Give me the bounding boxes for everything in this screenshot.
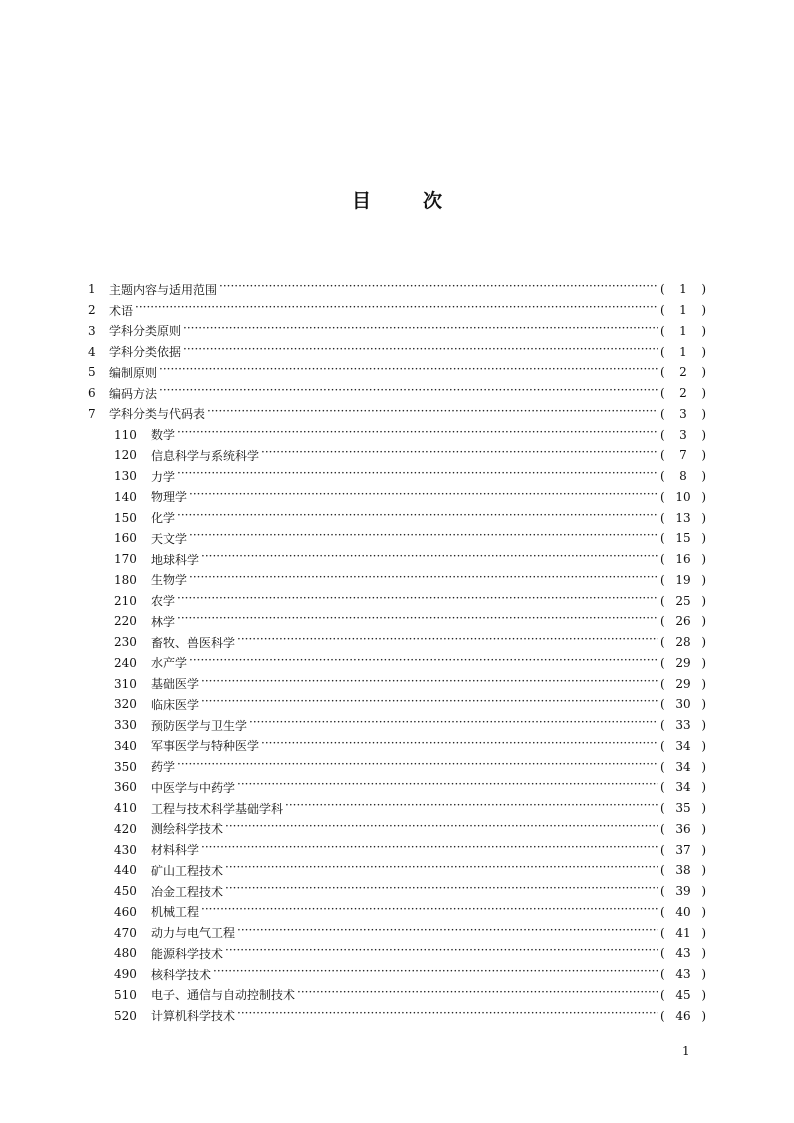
toc-entry[interactable] — [88, 362, 706, 383]
toc-entry-page — [660, 469, 706, 483]
paren-open: ( — [660, 282, 665, 297]
paren-open: ( — [660, 676, 665, 691]
page-number: 43 — [675, 967, 691, 982]
dot-leader — [297, 988, 658, 1002]
toc-entry-number: 520 — [114, 1008, 137, 1023]
page-number: 29 — [675, 676, 691, 691]
toc-entry-label: 测绘科学技术 — [151, 822, 224, 837]
toc-entry[interactable] — [88, 632, 706, 653]
paren-open: ( — [660, 697, 665, 712]
page-number: 34 — [675, 759, 691, 774]
toc-entry-label: 学科分类依据 — [109, 345, 182, 360]
paren-open: ( — [660, 552, 665, 567]
dot-leader — [201, 677, 658, 691]
paren-close: ) — [701, 323, 706, 338]
title-right-char: 次 — [423, 190, 443, 212]
toc-entry-number: 180 — [114, 572, 137, 587]
paren-close: ) — [701, 365, 706, 380]
toc-entry-page — [660, 967, 706, 981]
toc-entry[interactable] — [88, 964, 706, 985]
toc-entry[interactable] — [88, 943, 706, 964]
paren-open: ( — [660, 987, 665, 1002]
toc-entry-label: 地球科学 — [151, 552, 200, 567]
dot-leader — [183, 324, 658, 338]
dot-leader — [177, 469, 658, 483]
toc-entry[interactable] — [88, 570, 706, 591]
dot-leader — [177, 511, 658, 525]
dot-leader — [159, 386, 658, 400]
page-folio: 1 — [682, 1044, 690, 1058]
toc-entry-number: 510 — [114, 987, 137, 1002]
toc-entry-label: 能源科学技术 — [151, 946, 224, 961]
toc-entry-page — [660, 780, 706, 794]
toc-entry-label: 农学 — [151, 594, 176, 609]
toc-entry[interactable] — [88, 445, 706, 466]
toc-entry-label: 核科学技术 — [151, 967, 212, 982]
paren-open: ( — [660, 406, 665, 421]
toc-entry[interactable] — [88, 487, 706, 508]
toc-entry-number: 350 — [114, 759, 137, 774]
toc-entry-label: 药学 — [151, 760, 176, 775]
toc-entry[interactable] — [88, 881, 706, 902]
toc-entry[interactable] — [88, 590, 706, 611]
page-number: 1 — [679, 303, 687, 318]
toc-entry-label: 基础医学 — [151, 677, 200, 692]
toc-entry[interactable] — [88, 528, 706, 549]
paren-close: ) — [701, 780, 706, 795]
toc-entry-number: 220 — [114, 614, 137, 629]
title-left-char: 目 — [351, 190, 371, 212]
dot-leader — [237, 1009, 658, 1023]
dot-leader — [189, 490, 658, 504]
page-number: 15 — [675, 531, 691, 546]
toc-entry-number: 1 — [88, 282, 96, 297]
toc-entry-page — [660, 905, 706, 919]
page-number: 13 — [675, 510, 691, 525]
toc-entry-number: 490 — [114, 967, 137, 982]
toc-entry-number: 360 — [114, 780, 137, 795]
page-number: 34 — [675, 738, 691, 753]
dot-leader — [261, 448, 658, 462]
toc-entry-number: 120 — [114, 448, 137, 463]
dot-leader — [219, 282, 658, 296]
paren-open: ( — [660, 780, 665, 795]
page-number: 43 — [675, 946, 691, 961]
page-number: 1 — [679, 344, 687, 359]
toc-entry-page — [660, 656, 706, 670]
page-number: 3 — [679, 427, 687, 442]
dot-leader — [237, 635, 658, 649]
toc-entry[interactable] — [88, 715, 706, 736]
paren-open: ( — [660, 303, 665, 318]
toc-entry-number: 440 — [114, 863, 137, 878]
page-number: 16 — [675, 552, 691, 567]
toc-entry-label: 电子、通信与自动控制技术 — [151, 988, 296, 1003]
toc-entry-number: 330 — [114, 718, 137, 733]
toc-entry-page — [660, 635, 706, 649]
toc-entry-page — [660, 552, 706, 566]
paren-open: ( — [660, 801, 665, 816]
dot-leader — [177, 760, 658, 774]
toc-entry-label: 畜牧、兽医科学 — [151, 635, 236, 650]
paren-open: ( — [660, 718, 665, 733]
page-number: 30 — [675, 697, 691, 712]
toc-entry-page — [660, 407, 706, 421]
page-number: 41 — [675, 925, 691, 940]
page-number: 1 — [679, 323, 687, 338]
paren-close: ) — [701, 655, 706, 670]
toc-entry[interactable] — [88, 922, 706, 943]
paren-open: ( — [660, 531, 665, 546]
toc-entry-label: 术语 — [109, 303, 134, 318]
page-number: 37 — [675, 842, 691, 857]
toc-entry-label: 编制原则 — [109, 365, 158, 380]
toc-entry[interactable] — [88, 860, 706, 881]
paren-close: ) — [701, 904, 706, 919]
toc-entry-label: 水产学 — [151, 656, 188, 671]
toc-entry-number: 7 — [88, 406, 96, 421]
toc-entry[interactable] — [88, 383, 706, 404]
toc-entry-page — [660, 365, 706, 379]
toc-entry-number: 130 — [114, 469, 137, 484]
paren-close: ) — [701, 925, 706, 940]
dot-leader — [261, 739, 658, 753]
paren-open: ( — [660, 489, 665, 504]
paren-close: ) — [701, 531, 706, 546]
paren-open: ( — [660, 821, 665, 836]
toc-entry-number: 4 — [88, 344, 96, 359]
toc-entry-label: 学科分类与代码表 — [109, 407, 206, 422]
paren-close: ) — [701, 946, 706, 961]
toc-entry-page — [660, 926, 706, 940]
page-number: 8 — [679, 469, 687, 484]
dot-leader — [249, 718, 658, 732]
paren-close: ) — [701, 718, 706, 733]
paren-close: ) — [701, 759, 706, 774]
dot-leader — [177, 614, 658, 628]
toc-entry-number: 340 — [114, 738, 137, 753]
page-number: 45 — [675, 987, 691, 1002]
toc-entry-number: 170 — [114, 552, 137, 567]
toc-entry-label: 军事医学与特种医学 — [151, 739, 260, 754]
toc-entry[interactable] — [88, 798, 706, 819]
paren-open: ( — [660, 510, 665, 525]
toc-entry-page — [660, 677, 706, 691]
toc-entry-number: 150 — [114, 510, 137, 525]
toc-entry-label: 主题内容与适用范围 — [109, 282, 218, 297]
toc-entry-number: 310 — [114, 676, 137, 691]
toc-entry[interactable] — [88, 819, 706, 840]
toc-entry[interactable] — [88, 321, 706, 342]
toc-entry[interactable] — [88, 341, 706, 362]
paren-close: ) — [701, 593, 706, 608]
toc-entry-page — [660, 511, 706, 525]
toc-entry-page — [660, 448, 706, 462]
paren-close: ) — [701, 552, 706, 567]
toc-entry-page — [660, 843, 706, 857]
paren-close: ) — [701, 510, 706, 525]
toc-entry-label: 天文学 — [151, 531, 188, 546]
toc-entry-number: 480 — [114, 946, 137, 961]
table-of-contents — [88, 279, 706, 1026]
toc-entry-number: 140 — [114, 489, 137, 504]
toc-entry[interactable] — [88, 777, 706, 798]
toc-entry[interactable] — [88, 694, 706, 715]
toc-entry[interactable] — [88, 673, 706, 694]
dot-leader — [237, 926, 658, 940]
page-number: 1 — [679, 282, 687, 297]
paren-open: ( — [660, 469, 665, 484]
toc-entry[interactable] — [88, 736, 706, 757]
toc-entry-label: 数学 — [151, 428, 176, 443]
dot-leader — [213, 967, 658, 981]
dot-leader — [177, 428, 658, 442]
toc-entry-page — [660, 863, 706, 877]
toc-entry-page — [660, 697, 706, 711]
paren-open: ( — [660, 946, 665, 961]
paren-open: ( — [660, 427, 665, 442]
page-number: 36 — [675, 821, 691, 836]
toc-entry-label: 力学 — [151, 469, 176, 484]
page-number: 29 — [675, 655, 691, 670]
paren-close: ) — [701, 1008, 706, 1023]
page-number: 28 — [675, 635, 691, 650]
toc-entry[interactable] — [88, 466, 706, 487]
paren-open: ( — [660, 967, 665, 982]
paren-close: ) — [701, 697, 706, 712]
dot-leader — [225, 946, 658, 960]
toc-entry-number: 2 — [88, 303, 96, 318]
paren-open: ( — [660, 386, 665, 401]
paren-close: ) — [701, 863, 706, 878]
dot-leader — [225, 822, 658, 836]
paren-close: ) — [701, 738, 706, 753]
paren-open: ( — [660, 614, 665, 629]
toc-entry-page — [660, 345, 706, 359]
toc-entry[interactable] — [88, 424, 706, 445]
toc-entry-label: 信息科学与系统科学 — [151, 448, 260, 463]
toc-entry[interactable] — [88, 404, 706, 425]
paren-open: ( — [660, 842, 665, 857]
toc-entry[interactable] — [88, 756, 706, 777]
toc-entry-number: 430 — [114, 842, 137, 857]
page-number: 19 — [675, 572, 691, 587]
dot-leader — [201, 843, 658, 857]
toc-entry-number: 410 — [114, 801, 137, 816]
toc-entry[interactable] — [88, 902, 706, 923]
paren-open: ( — [660, 863, 665, 878]
paren-open: ( — [660, 635, 665, 650]
paren-close: ) — [701, 572, 706, 587]
toc-entry-page — [660, 946, 706, 960]
toc-entry-number: 210 — [114, 593, 137, 608]
toc-entry-page — [660, 822, 706, 836]
toc-entry-page — [660, 739, 706, 753]
paren-open: ( — [660, 738, 665, 753]
paren-close: ) — [701, 427, 706, 442]
page-number: 25 — [675, 593, 691, 608]
toc-entry-page — [660, 718, 706, 732]
page-title — [0, 186, 794, 213]
toc-entry-number: 420 — [114, 821, 137, 836]
dot-leader — [285, 801, 658, 815]
toc-entry-label: 中医学与中药学 — [151, 780, 236, 795]
paren-close: ) — [701, 469, 706, 484]
toc-entry-page — [660, 988, 706, 1002]
page-number: 10 — [675, 489, 691, 504]
toc-entry[interactable] — [88, 1005, 706, 1026]
toc-entry-label: 物理学 — [151, 490, 188, 505]
paren-open: ( — [660, 344, 665, 359]
toc-entry[interactable] — [88, 300, 706, 321]
paren-close: ) — [701, 386, 706, 401]
paren-close: ) — [701, 489, 706, 504]
toc-entry-page — [660, 303, 706, 317]
dot-leader — [159, 365, 658, 379]
paren-close: ) — [701, 282, 706, 297]
toc-entry-label: 矿山工程技术 — [151, 863, 224, 878]
page-number: 39 — [675, 884, 691, 899]
page-number: 40 — [675, 904, 691, 919]
paren-open: ( — [660, 572, 665, 587]
toc-entry-number: 460 — [114, 904, 137, 919]
toc-entry-page — [660, 1009, 706, 1023]
paren-close: ) — [701, 635, 706, 650]
page-number: 34 — [675, 780, 691, 795]
toc-entry-page — [660, 614, 706, 628]
toc-entry-label: 动力与电气工程 — [151, 926, 236, 941]
paren-close: ) — [701, 884, 706, 899]
toc-entry-number: 230 — [114, 635, 137, 650]
dot-leader — [201, 552, 658, 566]
toc-entry-page — [660, 282, 706, 296]
toc-entry-page — [660, 490, 706, 504]
paren-close: ) — [701, 987, 706, 1002]
toc-entry-label: 材料科学 — [151, 843, 200, 858]
paren-open: ( — [660, 655, 665, 670]
toc-entry-label: 学科分类原则 — [109, 324, 182, 339]
page-number: 2 — [679, 386, 687, 401]
paren-close: ) — [701, 801, 706, 816]
dot-leader — [189, 573, 658, 587]
dot-leader — [207, 407, 658, 421]
paren-open: ( — [660, 759, 665, 774]
toc-entry-label: 机械工程 — [151, 905, 200, 920]
toc-entry[interactable] — [88, 507, 706, 528]
toc-entry-page — [660, 428, 706, 442]
paren-open: ( — [660, 323, 665, 338]
toc-entry-page — [660, 884, 706, 898]
dot-leader — [189, 531, 658, 545]
paren-close: ) — [701, 303, 706, 318]
dot-leader — [135, 303, 658, 317]
paren-open: ( — [660, 1008, 665, 1023]
page-number: 38 — [675, 863, 691, 878]
paren-open: ( — [660, 925, 665, 940]
dot-leader — [177, 594, 658, 608]
toc-entry-number: 6 — [88, 386, 96, 401]
toc-entry-label: 冶金工程技术 — [151, 884, 224, 899]
page-number: 3 — [679, 406, 687, 421]
toc-entry-number: 110 — [114, 427, 137, 442]
toc-entry-label: 化学 — [151, 511, 176, 526]
toc-entry-page — [660, 573, 706, 587]
page-number: 35 — [675, 801, 691, 816]
dot-leader — [183, 345, 658, 359]
paren-open: ( — [660, 904, 665, 919]
page-number: 2 — [679, 365, 687, 380]
toc-entry-page — [660, 386, 706, 400]
paren-close: ) — [701, 842, 706, 857]
dot-leader — [225, 863, 658, 877]
toc-entry-label: 编码方法 — [109, 386, 158, 401]
dot-leader — [237, 780, 658, 794]
paren-open: ( — [660, 884, 665, 899]
paren-close: ) — [701, 448, 706, 463]
toc-entry-number: 5 — [88, 365, 96, 380]
toc-entry-number: 320 — [114, 697, 137, 712]
paren-close: ) — [701, 967, 706, 982]
toc-entry-page — [660, 531, 706, 545]
toc-entry-label: 计算机科学技术 — [151, 1009, 236, 1024]
toc-entry-number: 3 — [88, 323, 96, 338]
toc-entry-number: 240 — [114, 655, 137, 670]
toc-entry-page — [660, 760, 706, 774]
toc-entry[interactable] — [88, 279, 706, 300]
paren-open: ( — [660, 365, 665, 380]
toc-entry-number: 450 — [114, 884, 137, 899]
toc-entry-page — [660, 594, 706, 608]
paren-close: ) — [701, 676, 706, 691]
toc-entry-label: 工程与技术科学基础学科 — [151, 801, 284, 816]
paren-close: ) — [701, 406, 706, 421]
dot-leader — [201, 905, 658, 919]
toc-entry-number: 160 — [114, 531, 137, 546]
toc-entry-page — [660, 324, 706, 338]
paren-close: ) — [701, 344, 706, 359]
toc-entry-page — [660, 801, 706, 815]
page-number: 26 — [675, 614, 691, 629]
page-number: 7 — [679, 448, 687, 463]
toc-entry-label: 林学 — [151, 614, 176, 629]
paren-close: ) — [701, 821, 706, 836]
toc-entry[interactable] — [88, 985, 706, 1006]
toc-entry-label: 生物学 — [151, 573, 188, 588]
toc-entry-label: 预防医学与卫生学 — [151, 718, 248, 733]
dot-leader — [225, 884, 658, 898]
page-number: 33 — [675, 718, 691, 733]
toc-entry-number: 470 — [114, 925, 137, 940]
toc-entry[interactable] — [88, 549, 706, 570]
paren-open: ( — [660, 448, 665, 463]
toc-entry[interactable] — [88, 653, 706, 674]
page-number: 46 — [675, 1008, 691, 1023]
toc-entry[interactable] — [88, 839, 706, 860]
toc-entry-label: 临床医学 — [151, 697, 200, 712]
paren-close: ) — [701, 614, 706, 629]
dot-leader — [189, 656, 658, 670]
dot-leader — [201, 697, 658, 711]
toc-entry[interactable] — [88, 611, 706, 632]
paren-open: ( — [660, 593, 665, 608]
